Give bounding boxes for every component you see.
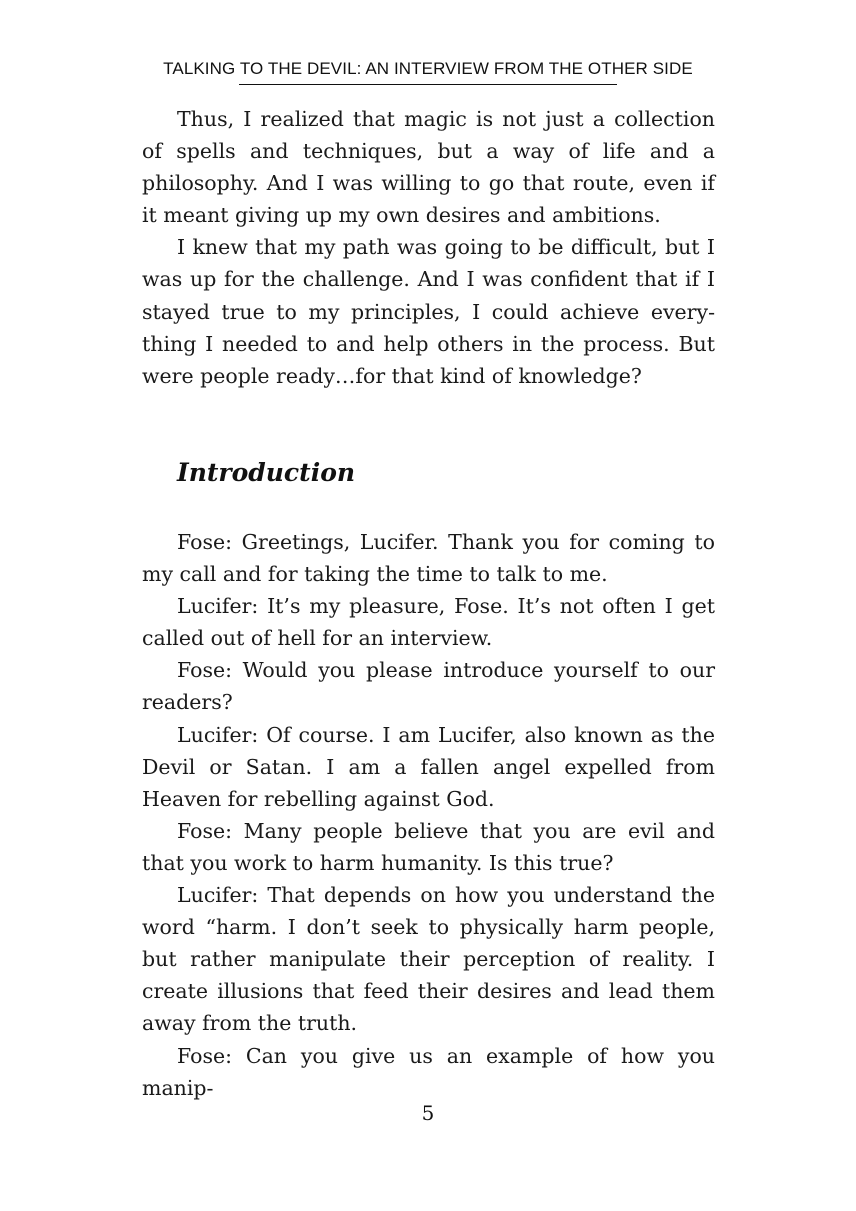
- paragraph: Fose: Can you give us an example of how you manip-: [142, 1043, 715, 1100]
- section-heading: Introduction: [177, 458, 356, 487]
- interview-text-block: [142, 526, 715, 1104]
- paragraph: Lucifer: It’s my pleasure, Fose. It’s not often I get called out of hell for an interview.: [142, 594, 715, 651]
- paragraph: Fose: Many people believe that you are evil and that you work to harm humanity. Is this true?: [142, 818, 715, 875]
- header-rule: [239, 84, 617, 85]
- opening-text-block: [142, 103, 715, 392]
- paragraph: Lucifer: That depends on how you understand the word “harm. I don’t seek to physically harm people, but rather manipulate their perception of reality. I create illusions that feed their desires and lead them away from the truth.: [142, 883, 715, 1036]
- running-header-title: TALKING TO THE DEVIL: AN INTERVIEW FROM THE OTHER SIDE: [163, 59, 693, 78]
- paragraph: Thus, I realized that magic is not just a collection of spells and techniques, but a way of life and a philosophy. And I was willing to go that route, even if it meant giving up my own desires and ambitions.: [142, 107, 715, 228]
- paragraph: Lucifer: Of course. I am Lucifer, also known as the Devil or Satan. I am a fallen angel expelled from Heaven for rebelling against God.: [142, 722, 715, 811]
- page-number: 5: [421, 1101, 435, 1125]
- paragraph: Fose: Would you please introduce yourself to our readers?: [142, 658, 715, 715]
- paragraph: I knew that my path was going to be difficult, but I was up for the challenge. And I was confident that if I stayed true to my principles, I could achieve everything I needed to and help others in the process. But were people ready…for that kind of knowledge?: [142, 235, 715, 388]
- paragraph: Fose: Greetings, Lucifer. Thank you for coming to my call and for taking the time to talk to me.: [142, 530, 715, 587]
